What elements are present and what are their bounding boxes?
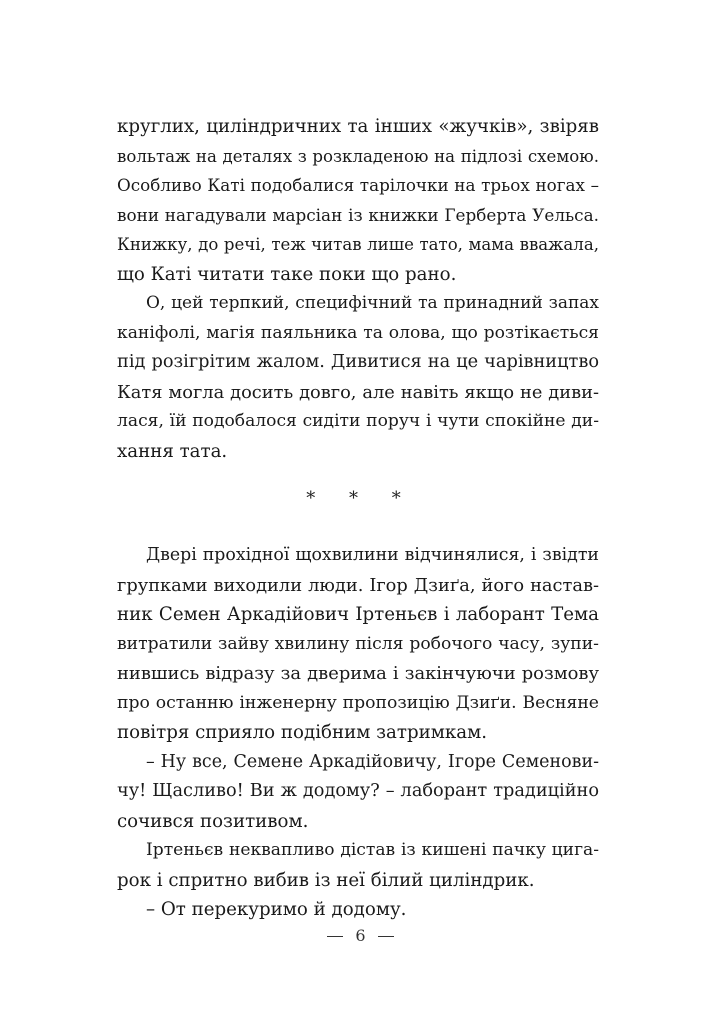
text-line: – Ну все, Семене Аркадійовичу, Ігоре Семенови-	[146, 751, 599, 772]
page-footer	[0, 922, 721, 950]
text-line: лася, їй подобалося сидіти поруч і чути спокійне ди-	[117, 411, 599, 431]
text-line: витратили зайву хвилину після робочого часу, зупи-	[117, 633, 599, 654]
text-line: чу! Щасливо! Ви ж додому? – лаборант традиційно	[117, 781, 599, 801]
text-line: О, цей терпкий, специфічний та принадний запах	[146, 293, 599, 313]
text-line: ник Семен Аркадійович Іртеньєв і лаборант Тема	[117, 604, 599, 625]
text-line: Катя могла досить довго, але навіть якщо не диви-	[117, 381, 599, 403]
text-line: Книжку, до речі, теж читав лише тато, мама вважала,	[117, 235, 599, 254]
text-line: вони нагадували марсіан із книжки Герберта Уельса.	[117, 204, 599, 225]
folio-dash-right	[378, 936, 394, 937]
folio-dash-left	[327, 936, 343, 937]
section-separator: * * *	[306, 488, 415, 509]
text-line: рок і спритно вибив із неї білий циліндрик.	[117, 869, 535, 891]
text-line: під розігрітим жалом. Дивитися на це чарівництво	[117, 352, 599, 372]
text-block-2	[117, 541, 599, 925]
page-number: 6	[355, 926, 366, 945]
text-line: хання тата.	[117, 440, 228, 462]
text-line: що Каті читати таке поки що рано.	[117, 263, 457, 285]
text-line: каніфолі, магія паяльника та олова, що розтікається	[117, 322, 599, 343]
text-line: Іртеньєв неквапливо дістав із кишені пачку цига-	[146, 840, 599, 860]
text-line: – От перекуримо й додому.	[146, 899, 407, 920]
text-line: повітря сприяло подібним затримкам.	[117, 722, 488, 743]
text-line: круглих, циліндричних та інших «жучків», звіряв	[117, 116, 599, 137]
text-line: про останню інженерну пропозицію Дзиґи. Весняне	[117, 692, 599, 713]
text-line: сочився позитивом.	[117, 810, 309, 832]
text-line: Особливо Каті подобалися тарілочки на трьох ногах –	[117, 175, 599, 195]
text-line: групками виходили люди. Ігор Дзиґа, його настав-	[117, 574, 599, 596]
text-line: вольтаж на деталях з розкладеною на підлозі схемою.	[117, 146, 599, 166]
text-line: Двері прохідної щохвилини відчинялися, і звідти	[146, 545, 599, 565]
text-block-1	[117, 112, 599, 466]
text-line: нившись відразу за дверима і закінчуючи розмову	[117, 663, 599, 684]
